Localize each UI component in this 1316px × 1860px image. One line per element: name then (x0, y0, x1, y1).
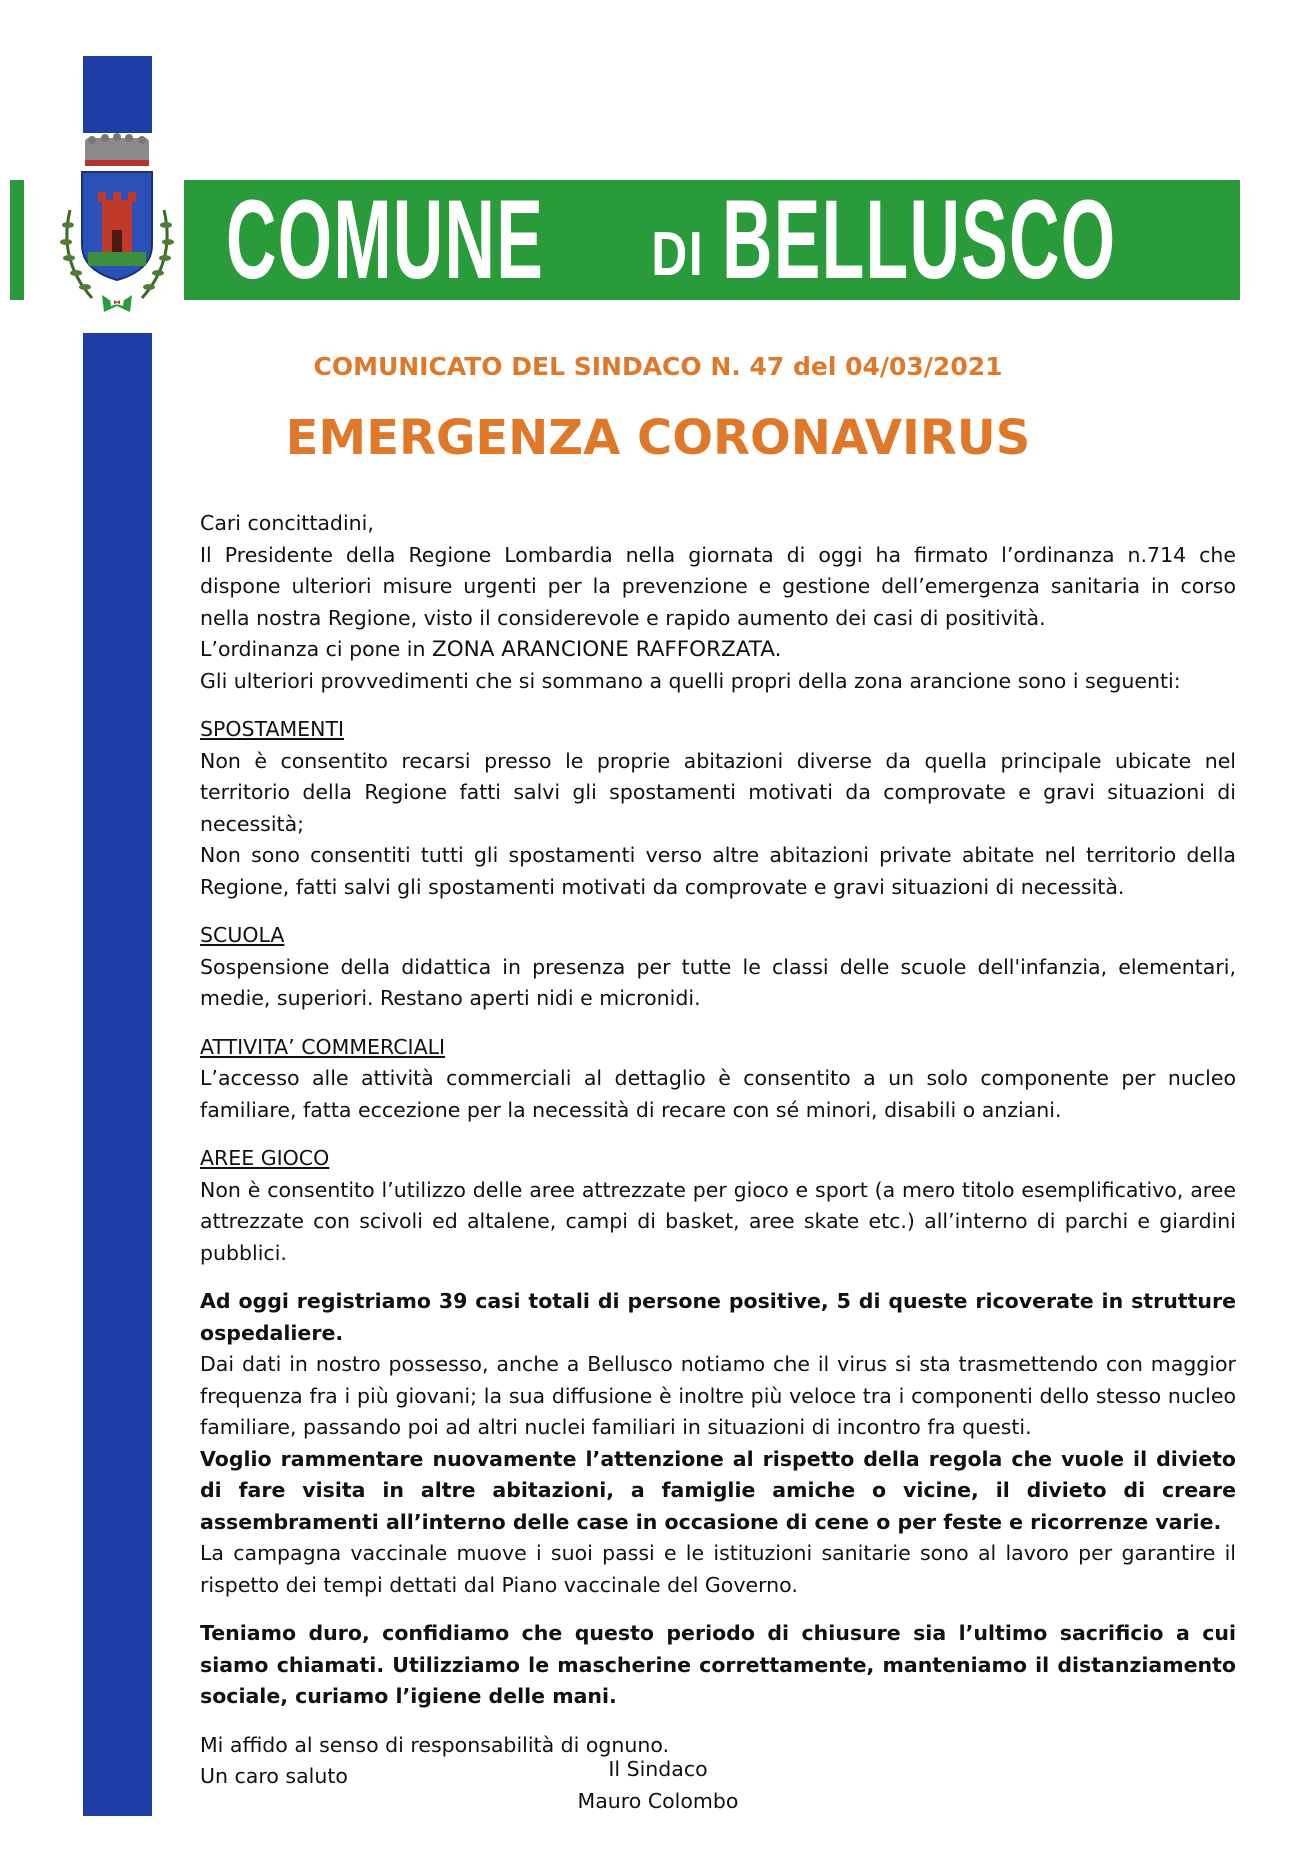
intro-paragraph: Il Presidente della Regione Lombardia nella giornata di oggi ha firmato l’ordinanza n.714 che dispone ulteriori misure urgenti per la prevenzione e gestione dell’emergenza sanitaria in corso nella nostra Regione, visto il considerevole e rapido aumento dei casi di positività. (200, 542, 1236, 630)
section-paragraph: L’accesso alle attività commerciali al dettaglio è consentito a un solo componente per nucleo familiare, fatta eccezione per la necessità di recare con sé minori, disabili o anziani. (200, 1066, 1236, 1122)
notice-number: COMUNICATO DEL SINDACO N. 47 del 04/03/2021 (313, 352, 1003, 381)
signature-role: Il Sindaco (608, 1757, 708, 1781)
section-heading-aree-gioco: AREE GIOCO (200, 1146, 330, 1170)
section-paragraph: Non sono consentiti tutti gli spostamenti verso altre abitazioni private abitate nel territorio della Regione, fatti salvi gli spostamenti motivati da comprovate e gravi situazioni di necessità. (200, 843, 1236, 899)
vaccine-paragraph: La campagna vaccinale muove i suoi passi e le istituzioni sanitarie sono al lavoro per garantire il rispetto dei tempi dettati dal Piano vaccinale del Governo. (200, 1541, 1236, 1597)
section-paragraph: Non è consentito l’utilizzo delle aree attrezzate per gioco e sport (a mero titolo esemplificativo, aree attrezzate con scivoli ed altalene, campi di basket, aree skate etc.) all’interno di parchi e giardini pubblici. (200, 1177, 1236, 1265)
greeting: Cari concittadini, (200, 511, 374, 535)
zone-prefix: L’ordinanza ci pone in (200, 637, 433, 661)
notice-body (200, 508, 1236, 1793)
section-paragraph: Non è consentito recarsi presso le proprie abitazioni diverse da quella principale ubicate nel territorio della Regione fatti salvi gli spostamenti motivati da comprovate e gravi situazioni di necessità; (200, 748, 1236, 836)
reminder-statement: Voglio rammentare nuovamente l’attenzione al rispetto della regola che vuole il divieto di fare visita in altre abitazioni, a famiglie amiche o vicine, il divieto di creare assembramenti all’interno delle case in occasione di cene o per feste e ricorrenze varie. (200, 1446, 1236, 1534)
logo-word-di: DI (651, 220, 705, 289)
section-paragraph: Sospensione della didattica in presenza per tutte le classi delle scuole dell'infanzia, elementari, medie, superiori. Restano aperti nidi e micronidi. (200, 954, 1236, 1010)
measures-intro: Gli ulteriori provvedimenti che si sommano a quelli propri della zona arancione sono i seguenti: (200, 668, 1181, 693)
notice-title: EMERGENZA CORONAVIRUS (285, 410, 1031, 466)
section-heading-attivita-commerciali: ATTIVITA’ COMMERCIALI (200, 1034, 446, 1059)
cases-details: Dai dati in nostro possesso, anche a Bellusco notiamo che il virus si sta trasmettendo con maggior frequenza fra i più giovani; la sua diffusione è inoltre più veloce tra i componenti dello stesso nucleo familiare, passando poi ad altri nuclei familiari in situazioni di incontro fra questi. (200, 1352, 1236, 1439)
logo-word-comune: COMUNE (226, 177, 545, 302)
closing-line-2: Un caro saluto (200, 1764, 348, 1788)
signature-name: Mauro Colombo (577, 1788, 739, 1813)
zone-name: ZONA ARANCIONE RAFFORZATA. (432, 637, 782, 662)
cases-statement: Ad oggi registriamo 39 casi totali di persone positive, 5 di queste ricoverate in strutture ospedaliere. (200, 1289, 1236, 1345)
closing-line-1: Mi affido al senso di responsabilità di ognuno. (200, 1732, 670, 1757)
municipal-crest-icon (52, 130, 182, 320)
signature-block (0, 1754, 1316, 1817)
municipality-logo-text (226, 177, 1231, 302)
zone-paragraph (200, 634, 1236, 666)
closing-appeal: Teniamo duro, confidiamo che questo periodo di chiusure sia l’ultimo sacrificio a cui siamo chiamati. Utilizziamo le mascherine correttamente, manteniamo il distanziamento sociale, curiamo l’igiene delle mani. (200, 1621, 1236, 1708)
section-heading-scuola: SCUOLA (200, 923, 285, 947)
logo-word-bellusco: BELLUSCO (721, 177, 1117, 302)
section-heading-spostamenti: SPOSTAMENTI (200, 717, 345, 741)
